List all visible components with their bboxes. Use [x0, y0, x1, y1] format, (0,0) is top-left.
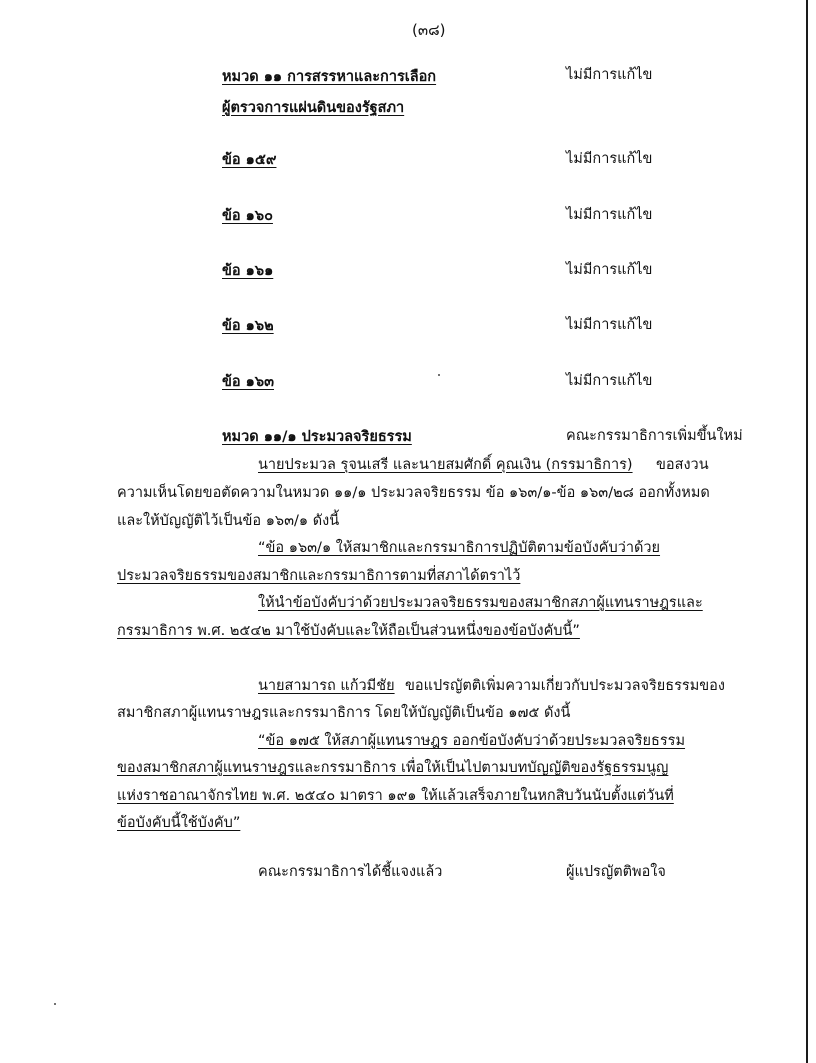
section-11-1-heading: หมวด ๑๑/๑ ประมวลจริยธรรม [222, 429, 412, 445]
clause-162-label: ข้อ ๑๖๒ [222, 318, 274, 334]
clause-163-status: ไม่มีการแก้ไข [566, 373, 653, 389]
reservation1-line3: และให้บัญญัติไว้เป็นข้อ ๑๖๓/๑ ดังนี้ [117, 513, 340, 529]
scan-speck [438, 374, 440, 376]
reservation2-quote-line1: “ข้อ ๑๗๕ ให้สภาผู้แทนราษฎร ออกข้อบังคับว่าด้วยประมวลจริยธรรม [258, 733, 686, 749]
reservation2-line2: สมาชิกสภาผู้แทนราษฎรและกรรมาธิการ โดยให้บัญญัติเป็นข้อ ๑๗๕ ดังนี้ [117, 705, 571, 721]
section-11-1-note: คณะกรรมาธิการเพิ่มขึ้นใหม่ [566, 428, 743, 444]
clause-161-status: ไม่มีการแก้ไข [566, 262, 653, 278]
reservation1-line2: ความเห็นโดยขอตัดความในหมวด ๑๑/๑ ประมวลจริยธรรม ข้อ ๑๖๓/๑-ข้อ ๑๖๓/๒๘ ออกทั้งหมด [117, 485, 710, 501]
chapter-11-heading-line2: ผู้ตรวจการแผ่นดินของรัฐสภา [222, 100, 405, 116]
clause-160-label: ข้อ ๑๖๐ [222, 208, 273, 224]
clause-163-label: ข้อ ๑๖๓ [222, 374, 274, 390]
reservation2-name: นายสามารถ แก้วมีชัย [258, 678, 395, 694]
clause-159-label: ข้อ ๑๕๙ [222, 152, 277, 168]
footer-committee-explained: คณะกรรมาธิการได้ชี้แจงแล้ว [258, 864, 443, 880]
reservation2-quote-line3: แห่งราชอาณาจักรไทย พ.ศ. ๒๕๔๐ มาตรา ๑๙๑ ให้แล้วเสร็จภายในหกสิบวันนับตั้งแต่วันที่ [117, 788, 674, 804]
page-number: (๓๘) [412, 21, 446, 39]
clause-161-label: ข้อ ๑๖๑ [222, 263, 274, 279]
reservation2-quote-line2: ของสมาชิกสภาผู้แทนราษฎรและกรรมาธิการ เพื่อให้เป็นไปตามบทบัญญัติของรัฐธรรมนูญ [117, 760, 669, 776]
reservation2-line1-tail: ขอแปรญัตติเพิ่มความเกี่ยวกับประมวลจริยธรรมของ [405, 678, 725, 694]
chapter-11-status: ไม่มีการแก้ไข [566, 67, 653, 83]
clause-162-status: ไม่มีการแก้ไข [566, 317, 653, 333]
scan-edge-line [806, 0, 808, 1063]
reservation1-quote-line4: กรรมาธิการ พ.ศ. ๒๕๔๒ มาใช้บังคับและให้ถือเป็นส่วนหนึ่งของข้อบังคับนี้” [117, 623, 580, 639]
chapter-11-heading-line1: หมวด ๑๑ การสรรหาและการเลือก [222, 69, 437, 85]
reservation1-names: นายประมวล รุจนเสรี และนายสมศักดิ์ คุณเงิน (กรรมาธิการ) [258, 457, 633, 473]
footer-petitioner-satisfied: ผู้แปรญัตติพอใจ [566, 864, 666, 880]
scan-speck [54, 1003, 56, 1005]
clause-160-status: ไม่มีการแก้ไข [566, 207, 653, 223]
reservation1-quote-line1: “ข้อ ๑๖๓/๑ ให้สมาชิกและกรรมาธิการปฏิบัติตามข้อบังคับว่าด้วย [258, 540, 661, 556]
clause-159-status: ไม่มีการแก้ไข [566, 151, 653, 167]
reservation1-quote-line3: ให้นำข้อบังคับว่าด้วยประมวลจริยธรรมของสมาชิกสภาผู้แทนราษฎรและ [258, 595, 703, 611]
reservation1-line1-tail: ขอสงวน [656, 457, 709, 473]
reservation1-quote-line2: ประมวลจริยธรรมของสมาชิกและกรรมาธิการตามที่สภาได้ตราไว้ [117, 568, 521, 584]
reservation2-quote-line4: ข้อบังคับนี้ใช้บังคับ” [117, 815, 241, 831]
